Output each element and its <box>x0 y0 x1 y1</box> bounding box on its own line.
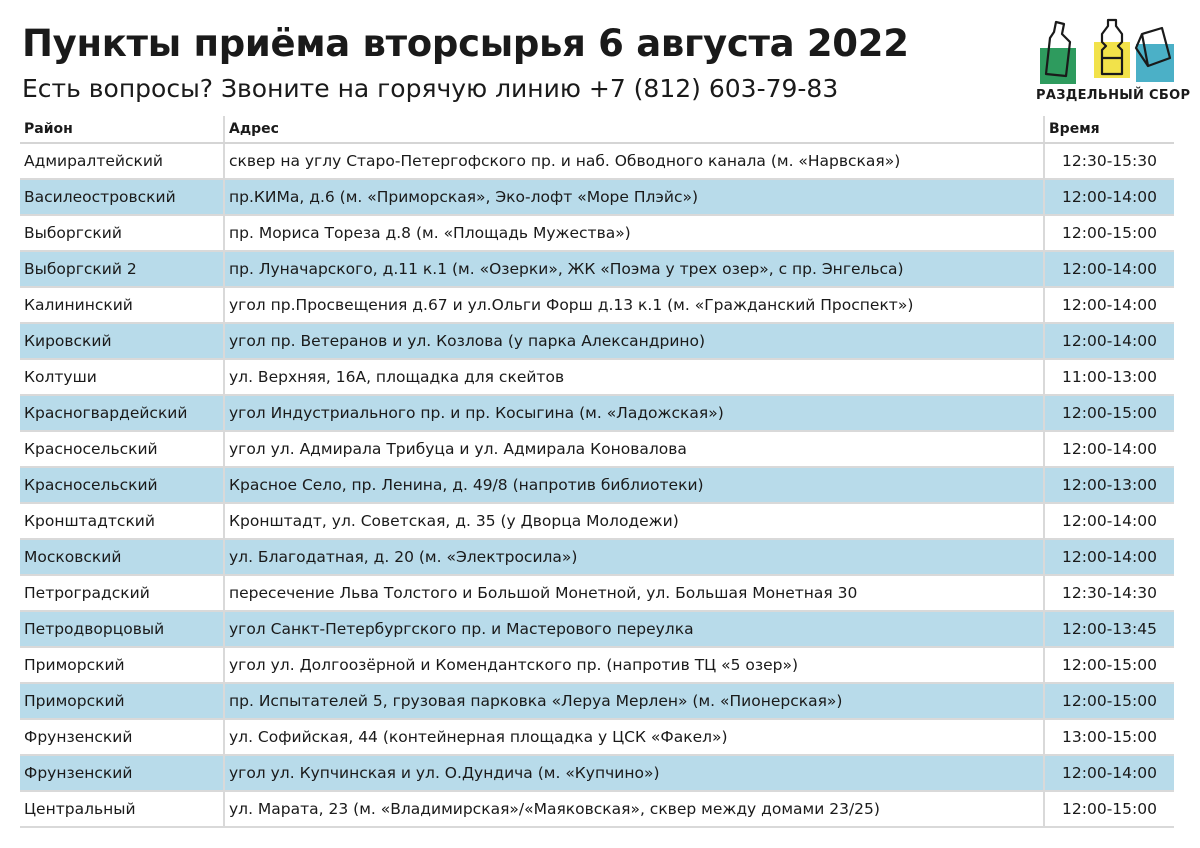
address-cell: пересечение Льва Толстого и Большой Монетной, ул. Большая Монетная 30 <box>224 575 1044 611</box>
district-cell: Центральный <box>20 791 224 827</box>
time-cell: 12:30-14:30 <box>1044 575 1174 611</box>
address-cell: сквер на углу Старо-Петергофского пр. и наб. Обводного канала (м. «Нарвская») <box>224 143 1044 179</box>
address-cell: угол Индустриального пр. и пр. Косыгина (м. «Ладожская») <box>224 395 1044 431</box>
table-row <box>20 611 1174 647</box>
table-row <box>20 143 1174 179</box>
district-cell: Красносельский <box>20 467 224 503</box>
district-cell: Петродворцовый <box>20 611 224 647</box>
logo-yellow-square <box>1094 42 1130 78</box>
table-row <box>20 287 1174 323</box>
address-cell: Кронштадт, ул. Советская, д. 35 (у Дворца Молодежи) <box>224 503 1044 539</box>
address-cell: ул. Благодатная, д. 20 (м. «Электросила») <box>224 539 1044 575</box>
district-cell: Калининский <box>20 287 224 323</box>
address-cell: Красное Село, пр. Ленина, д. 49/8 (напротив библиотеки) <box>224 467 1044 503</box>
address-cell: ул. Софийская, 44 (контейнерная площадка у ЦСК «Факел») <box>224 719 1044 755</box>
collection-points-table <box>20 116 1174 828</box>
column-header-district: Район <box>20 116 224 143</box>
district-cell: Фрунзенский <box>20 755 224 791</box>
time-cell: 12:00-15:00 <box>1044 791 1174 827</box>
address-cell: угол Санкт-Петербургского пр. и Мастерового переулка <box>224 611 1044 647</box>
table-row <box>20 359 1174 395</box>
time-cell: 12:00-14:00 <box>1044 755 1174 791</box>
district-cell: Петроградский <box>20 575 224 611</box>
table-row <box>20 503 1174 539</box>
address-cell: ул. Марата, 23 (м. «Владимирская»/«Маяковская», сквер между домами 23/25) <box>224 791 1044 827</box>
time-cell: 12:00-14:00 <box>1044 287 1174 323</box>
table-row <box>20 467 1174 503</box>
column-header-address: Адрес <box>224 116 1044 143</box>
time-cell: 12:00-15:00 <box>1044 215 1174 251</box>
table-row <box>20 647 1174 683</box>
table-row <box>20 431 1174 467</box>
table-row <box>20 179 1174 215</box>
table-row <box>20 791 1174 827</box>
logo-text: РАЗДЕЛЬНЫЙ СБОР <box>1036 88 1191 103</box>
district-cell: Московский <box>20 539 224 575</box>
district-cell: Приморский <box>20 683 224 719</box>
district-cell: Адмиралтейский <box>20 143 224 179</box>
district-cell: Кировский <box>20 323 224 359</box>
district-cell: Красногвардейский <box>20 395 224 431</box>
district-cell: Кронштадтский <box>20 503 224 539</box>
table-row <box>20 539 1174 575</box>
time-cell: 12:00-14:00 <box>1044 251 1174 287</box>
address-cell: пр. Мориса Тореза д.8 (м. «Площадь Мужества») <box>224 215 1044 251</box>
time-cell: 12:00-15:00 <box>1044 647 1174 683</box>
district-cell: Приморский <box>20 647 224 683</box>
page-title: Пункты приёма вторсырья 6 августа 2022 <box>22 22 909 65</box>
district-cell: Колтуши <box>20 359 224 395</box>
time-cell: 12:00-15:00 <box>1044 395 1174 431</box>
district-cell: Василеостровский <box>20 179 224 215</box>
district-cell: Выборгский 2 <box>20 251 224 287</box>
logo <box>1036 18 1191 110</box>
address-cell: угол ул. Адмирала Трибуца и ул. Адмирала Коновалова <box>224 431 1044 467</box>
address-cell: пр.КИМа, д.6 (м. «Приморская», Эко-лофт «Море Плэйс») <box>224 179 1044 215</box>
table-row <box>20 323 1174 359</box>
address-cell: угол ул. Долгоозёрной и Комендантского пр. (напротив ТЦ «5 озер») <box>224 647 1044 683</box>
table-row <box>20 251 1174 287</box>
time-cell: 12:00-14:00 <box>1044 503 1174 539</box>
district-cell: Фрунзенский <box>20 719 224 755</box>
table-body <box>20 143 1174 827</box>
time-cell: 12:30-15:30 <box>1044 143 1174 179</box>
table-row <box>20 575 1174 611</box>
time-cell: 12:00-14:00 <box>1044 179 1174 215</box>
address-cell: угол пр.Просвещения д.67 и ул.Ольги Форш д.13 к.1 (м. «Гражданский Проспект») <box>224 287 1044 323</box>
time-cell: 12:00-14:00 <box>1044 539 1174 575</box>
time-cell: 11:00-13:00 <box>1044 359 1174 395</box>
time-cell: 12:00-15:00 <box>1044 683 1174 719</box>
table-header-row <box>20 116 1174 143</box>
logo-green-square <box>1040 48 1076 84</box>
district-cell: Выборгский <box>20 215 224 251</box>
time-cell: 12:00-14:00 <box>1044 323 1174 359</box>
time-cell: 12:00-13:00 <box>1044 467 1174 503</box>
table-row <box>20 755 1174 791</box>
time-cell: 13:00-15:00 <box>1044 719 1174 755</box>
district-cell: Красносельский <box>20 431 224 467</box>
table-row <box>20 395 1174 431</box>
table-row <box>20 683 1174 719</box>
time-cell: 12:00-14:00 <box>1044 431 1174 467</box>
address-cell: пр. Испытателей 5, грузовая парковка «Леруа Мерлен» (м. «Пионерская») <box>224 683 1044 719</box>
column-header-time: Время <box>1044 116 1174 143</box>
address-cell: угол пр. Ветеранов и ул. Козлова (у парка Александрино) <box>224 323 1044 359</box>
address-cell: пр. Луначарского, д.11 к.1 (м. «Озерки», ЖК «Поэма у трех озер», с пр. Энгельса) <box>224 251 1044 287</box>
address-cell: угол ул. Купчинская и ул. О.Дундича (м. «Купчино») <box>224 755 1044 791</box>
page-subtitle: Есть вопросы? Звоните на горячую линию +7 (812) 603-79-83 <box>22 74 839 103</box>
table-row <box>20 719 1174 755</box>
time-cell: 12:00-13:45 <box>1044 611 1174 647</box>
table-row <box>20 215 1174 251</box>
address-cell: ул. Верхняя, 16А, площадка для скейтов <box>224 359 1044 395</box>
